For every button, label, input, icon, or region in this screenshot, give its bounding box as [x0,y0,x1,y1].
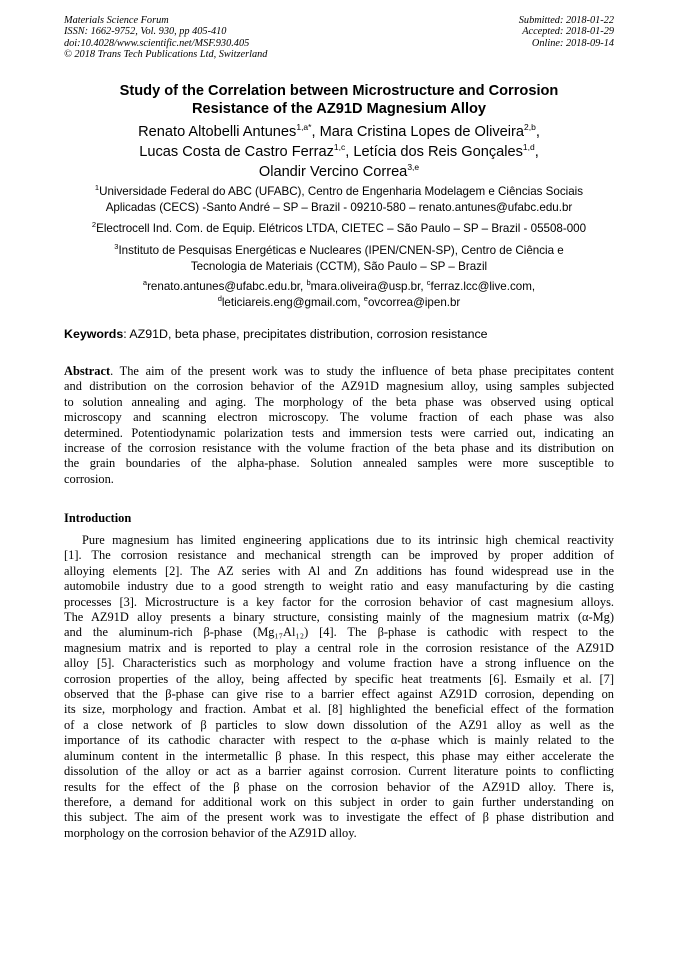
body-line: magnesium matrix and is reported to play a central role in the corrosion resistance of the AZ91D [64,640,614,655]
journal-info [64,15,364,61]
affiliation-text: Tecnologia de Materiais (CCTM), São Paulo – SP – Brazil [190,259,488,273]
body-line: alloying elements [2]. The AZ series with Al and Zn additions has found widespread use in the [64,563,614,578]
affiliation-text: Universidade Federal do ABC (UFABC), Centro de Engenharia Modelagem e Ciências Sociais [99,185,584,198]
author-name: Renato Altobelli Antunes [138,124,297,140]
keywords-text: : AZ91D, beta phase, precipitates distribution, corrosion resistance [123,327,488,341]
author-affiliation-mark: 1,d [522,142,535,152]
body-line: morphology on the corrosion behavior of the AZ91D alloy. [64,825,357,840]
accepted-date: Accepted: 2018-01-29 [522,26,614,38]
email-address: leticiareis.eng@gmail.com, [221,295,364,309]
introduction-body [64,533,614,841]
keywords-label: Keywords [64,327,124,341]
affiliation-3 [64,243,614,274]
email-mark: b [306,278,311,287]
email-address: mara.oliveira@usp.br, [310,280,427,293]
body-line: automobile industry due to a good strength to weight ratio and easy manufacturing by die casting [64,579,614,594]
email-mark: d [217,293,222,303]
abstract-line: to solution annealing and aging. The morphology of the beta phase was observed using optical [64,394,614,409]
title-line: Resistance of the AZ91D Magnesium Alloy [191,101,487,117]
title-line: Study of the Correlation between Microstructure and Corrosion [119,83,559,99]
abstract-label: Abstract [64,364,111,378]
email-address: ferraz.lcc@live.com, [430,280,536,293]
body-line: its size, morphology and fraction. Ambat et al. [8] highlighted the beneficial effect of the formation [64,702,614,717]
paper-title [64,82,614,118]
online-date: Online: 2018-09-14 [531,37,614,49]
email-mark: e [363,293,368,303]
affiliation-text: Electrocell Ind. Com. de Equip. Elétricos LTDA, CIETEC – São Paulo – SP – Brazil - 05508-000 [96,222,587,235]
author-line: Renato Altobelli Antunes$^{1,a*}$, Mara Cristina Lopes de Oliveira$^{2,b}$, [138,122,540,140]
email-mark: a [142,278,148,287]
affiliation-1 [64,184,614,215]
submitted-date: Submitted: 2018-01-22 [518,15,614,26]
email-address: ovcorrea@ipen.br [367,295,461,309]
body-line: processes [3]. Microstructure is a key factor for the corrosion behavior of cast magnesium alloys. [64,594,614,609]
abstract-line: and distribution on the corrosion behavior of the AZ91D magnesium alloy, using samples subjected [64,379,614,394]
body-line: of a close network of β particles to slow down dissolution of the AZ91 alloy as well as the [64,717,614,732]
body-line: [1]. The corrosion resistance and mechanical strength can be improved by proper addition of [64,548,614,563]
author-line: Lucas Costa de Castro Ferraz$^{1,c}$, Letícia dos Reis Gonçales$^{1,d}$, [139,142,539,160]
author-line [64,162,614,182]
publication-dates [394,15,614,49]
body-line: corrosion properties of the alloy, being affected by specific heat treatments [6]. Esmaily et al. [7] [64,671,614,686]
abstract-line: . The aim of the present work was to study the influence of beta phase precipitates content [110,364,614,378]
author-emails [64,279,614,310]
affiliation-2 [64,221,614,237]
author-affiliation-mark: 1,a* [296,122,312,132]
affiliation-text: Aplicadas (CECS) -Santo André – SP – Brazil - 09210-580 – renato.antunes@ufabc.edu.br [105,200,573,214]
journal-name: Materials Science Forum [64,15,169,26]
abstract-line: increase of the corrosion resistance with the volume fraction of the beta phase and its distribution on [64,441,614,456]
abstract-line: corrosion. [64,471,114,486]
abstract-line: the grain boundaries of the alpha-phase. Solution annealed samples were more susceptible to [64,456,614,471]
author-name: Lucas Costa de Castro Ferraz [139,144,334,160]
affiliation-mark: 3 [114,242,119,251]
affiliation-mark: 2 [91,220,97,229]
email-address: renato.antunes@ufabc.edu.br, [147,280,307,293]
body-line: importance of its cathodic character with respect to the α-phase which is mainly related to the [64,733,614,748]
body-line: aluminum content in the intermetallic β phase. In this respect, this phase may either accelerate the [64,748,614,763]
body-line: dissolution of the alloy or act as a barrier against corrosion. Current literature points to conflicting [64,764,614,779]
body-line: this subject. The aim of the present work was to investigate the effect of β phase distribution and [64,810,614,825]
author-affiliation-mark: 3,e [407,162,420,172]
journal-doi: doi:10.4028/www.scientific.net/MSF.930.405 [64,37,250,49]
author-affiliation-mark: 2,b [523,122,536,132]
journal-issn: ISSN: 1662-9752, Vol. 930, pp 405-410 [64,26,227,38]
abstract-line: determined. Potentiodynamic polarization tests and immersion tests were carried out, indicating an [64,425,614,440]
affiliation-text: Instituto de Pesquisas Energéticas e Nucleares (IPEN/CNEN-SP), Centro de Ciência e [118,244,564,257]
body-line: therefore, a demand for additional work on this subject in order to gain further understanding on [64,794,614,809]
journal-copyright: © 2018 Trans Tech Publications Ltd, Switzerland [64,49,268,61]
body-line: results for the effect of the β phase on the corrosion behavior of the AZ91D alloy. There is, [64,779,614,794]
body-line: Pure magnesium has limited engineering applications due to its intrinsic high chemical reactivity [82,533,614,547]
abstract [64,364,614,487]
body-line: alloy [5]. Characteristics such as morphology and volume fraction have a strong influence on the [64,656,614,671]
body-line: The AZ91D alloy presents a binary structure, consisting mainly of the magnesium matrix (α-Mg) [64,610,614,625]
body-line: and the aluminum-rich β-phase (Mg₁₇Al₁₂) [4]. The β-phase is cathodic with respect to the [64,625,614,640]
author-name: Letícia dos Reis Gonçales [353,144,523,160]
email-mark: c [426,278,431,287]
abstract-line: microscopy and scanning electron microscopy. The volume fraction of each phase was also [64,410,614,425]
author-name: Olandir Vercino Correa [258,164,408,180]
body-line: observed that the β-phase can give rise to a barrier effect against AZ91D corrosion, depending on [64,687,614,702]
affiliation-mark: 1 [94,183,100,192]
keywords [64,327,624,342]
author-affiliation-mark: 1,c [333,142,346,152]
author-name: Mara Cristina Lopes de Oliveira [319,124,524,140]
section-heading: Introduction [64,511,132,525]
author-list [64,122,614,182]
